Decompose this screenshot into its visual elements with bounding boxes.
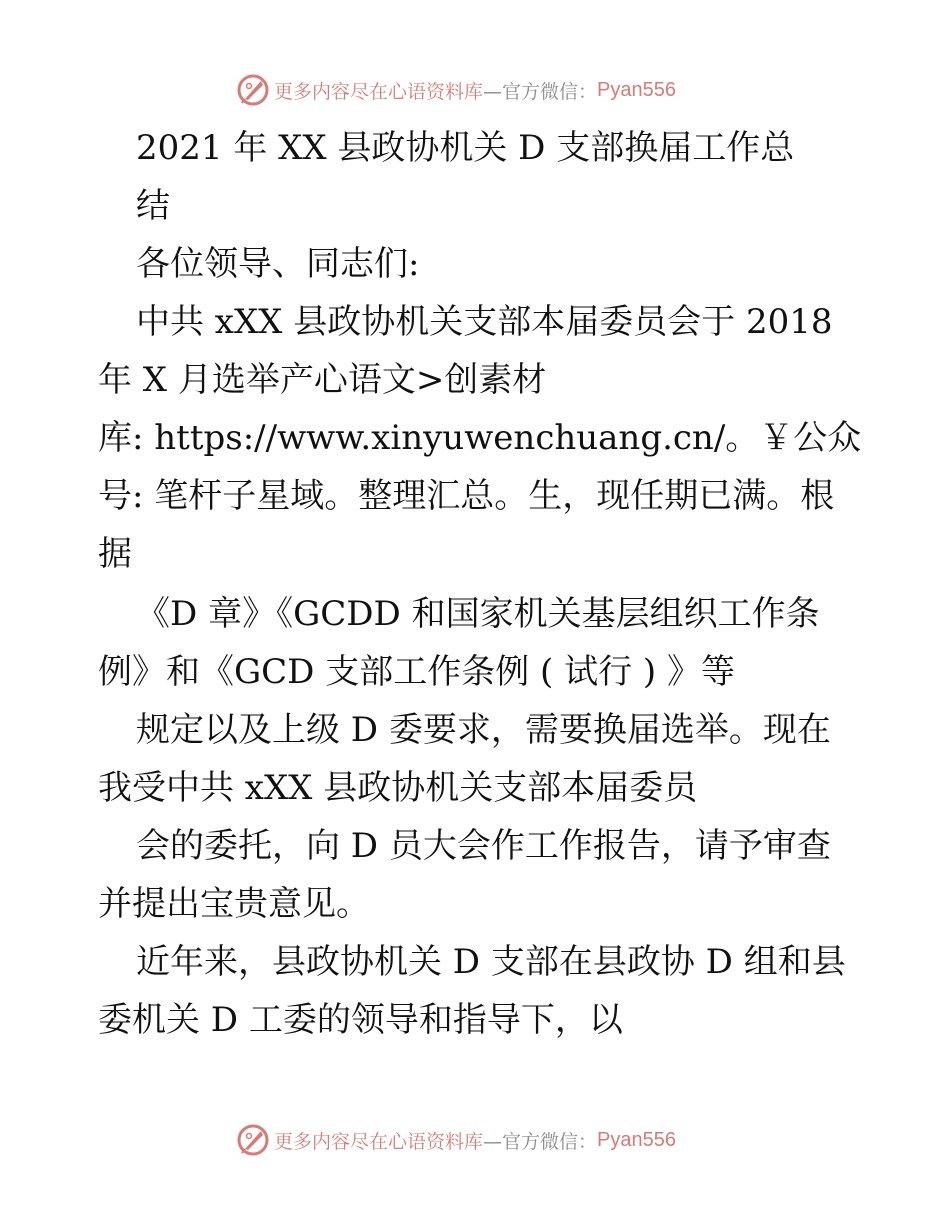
paragraph-4-line-1: 会的委托，向 D 员大会作工作报告，请予审查 [136, 826, 831, 866]
paragraph-1-line-2: 年 X 月选举产心语文>创素材 [98, 360, 547, 400]
quill-logo-icon [236, 1123, 270, 1157]
paragraph-5-line-2: 委机关 D 工委的领导和指导下，以 [98, 1000, 623, 1040]
banner-handle: Pyan556 [597, 1128, 676, 1151]
paragraph-5-line-1: 近年来，县政协机关 D 支部在县政协 D 组和县 [136, 942, 846, 982]
banner-official: —官方微信： [483, 80, 598, 103]
paragraph-1-line-5: 据 [98, 534, 132, 574]
paragraph-2-line-2: 例》和《GCD 支部工作条例 ( 试行 ) 》等 [98, 652, 736, 692]
paragraph-1-line-1: 中共 xXX 县政协机关支部本届委员会于 2018 [136, 302, 833, 342]
greeting: 各位领导、同志们: [136, 244, 420, 284]
paragraph-4-line-2: 并提出宝贵意见。 [98, 884, 370, 924]
banner-text: 更多内容尽在心语资料库 [274, 1130, 484, 1153]
footer-banner [236, 1122, 756, 1158]
paragraph-3-line-2: 我受中共 xXX 县政协机关支部本届委员 [98, 768, 698, 808]
document-title-line-1: 2021 年 XX 县政协机关 D 支部换届工作总 [136, 128, 795, 168]
document-title-line-2: 结 [136, 186, 170, 226]
paragraph-3-line-1: 规定以及上级 D 委要求，需要换届选举。现在 [136, 710, 831, 750]
paragraph-2-line-1: 《D 章》《GCDD 和国家机关基层组织工作条 [136, 594, 820, 634]
paragraph-1-line-4: 号: 笔杆子星域。整理汇总。生，现任期已满。根 [98, 476, 835, 516]
paragraph-1-line-3: 库: https://www.xinyuwenchuang.cn/。￥公众 [98, 418, 862, 458]
banner-official: —官方微信： [483, 1130, 598, 1153]
banner-text: 更多内容尽在心语资料库 [274, 80, 484, 103]
banner-handle: Pyan556 [597, 78, 676, 101]
